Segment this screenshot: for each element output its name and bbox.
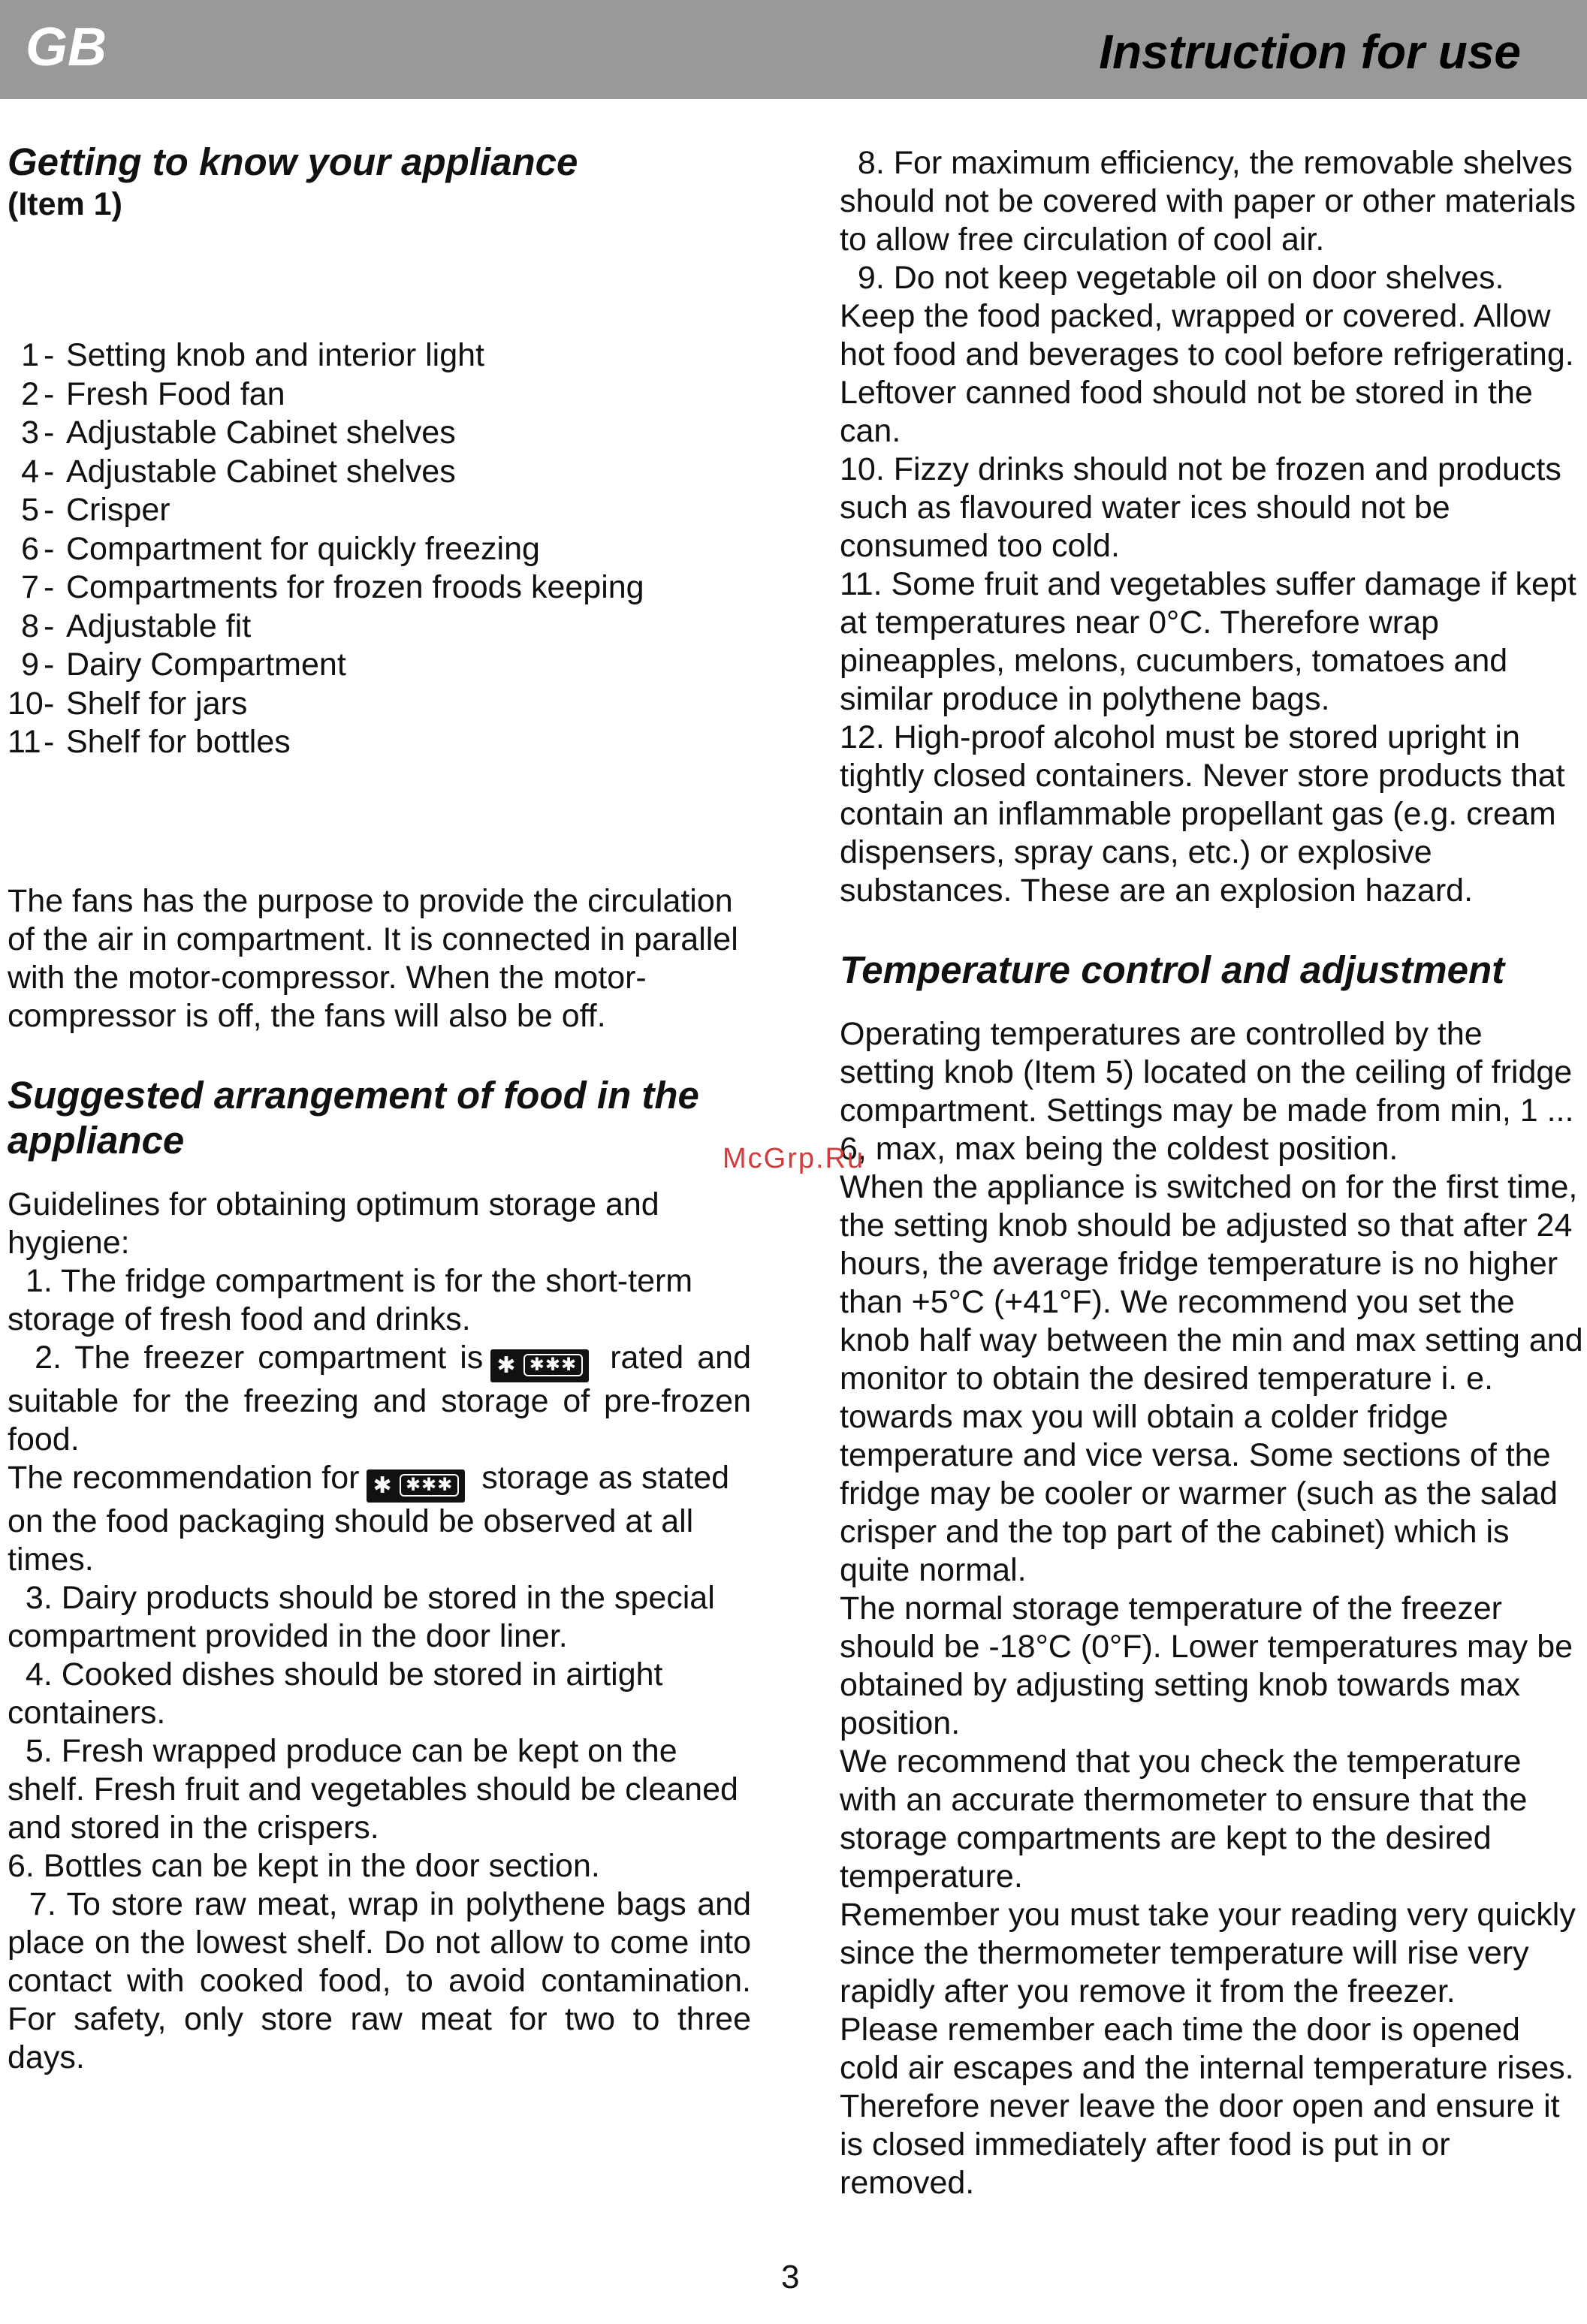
guideline-10: 10. Fizzy drinks should not be frozen and products such as flavoured water ices should not be consumed too cold. [840,451,1561,564]
recommendation-paragraph: The recommendation for ✱ ✱✱✱ storage as stated on the food packaging should be observed at all times. [8,1459,730,1578]
temperature-paragraph-4: We recommend that you check the temperature with an accurate thermometer to ensure that the storage compartments are kept to the desired temperature. [840,1744,1528,1894]
list-item: 6 - Compartment for quickly freezing [21,530,540,567]
guideline-7: 7. To store raw meat, wrap in polythene bags and place on the lowest shelf. Do not allow to come into contact with cooked food, to avoid contamination. For safety, only store raw meat for two to three days. [8,1885,751,2075]
list-item: 10 - Shelf for jars [8,685,248,722]
item-reference: (Item 1) [8,186,122,222]
temperature-paragraph-3: The normal storage temperature of the freezer should be -18°C (0°F). Lower temperatures may be obtained by adjusting setting knob towards max position. [840,1590,1573,1741]
guideline-1: 1. The fridge compartment is for the short-term storage of fresh food and drinks. [8,1262,693,1337]
list-item: 2 - Fresh Food fan [21,375,285,412]
guideline-11: 11. Some fruit and vegetables suffer damage if kept at temperatures near 0°C. Therefore wrap pineapples, melons, cucumbers, tomatoes and similar produce in polythene bags. [840,566,1576,717]
list-item: 11 - Shelf for bottles [8,724,291,760]
guideline-3: 3. Dairy products should be stored in the special compartment provided in the door liner. [8,1579,715,1654]
temperature-paragraph-6: Please remember each time the door is opened cold air escapes and the internal temperature rises. Therefore never leave the door open and ensure it is closed immediately after food is put in or removed. [840,2012,1574,2201]
temperature-paragraph-1: Operating temperatures are controlled by the setting knob (Item 5) located on the ceiling of fridge compartment. Settings may be made from min, 1 ... 6, max, max being the coldest position. [840,1016,1574,1167]
heading-getting-to-know: Getting to know your appliance [8,140,578,183]
watermark: McGrp.Ru [723,1143,865,1174]
list-item: 1 - Setting knob and interior light [21,337,484,373]
parts-list [8,336,751,762]
guideline-4: 4. Cooked dishes should be stored in airtight containers. [8,1656,663,1731]
heading-suggested-arrangement: Suggested arrangement of food in the appliance [8,1073,699,1162]
temperature-paragraph-2: When the appliance is switched on for the first time, the setting knob should be adjusted so that after 24 hours, the average fridge temperature is no higher than +5°C (+41°F). We recommend you set the knob half way between the min and max setting and monitor to obtain the desired temperature i. e. towards max you will obtain a colder fridge temperature and vice versa. Some sections of the fridge may be cooler or warmer (such as the salad crisper and the top part of the cabinet) which is quite normal. [840,1169,1583,1588]
guidelines-intro: Guidelines for obtaining optimum storage and hygiene: [8,1186,659,1261]
fans-paragraph: The fans has the purpose to provide the circulation of the air in compartment. It is connected in parallel with the motor-compressor. When the motor-compressor is off, the fans will also be off. [8,882,738,1034]
temperature-paragraph-5: Remember you must take your reading very quickly since the thermometer temperature will rise very rapidly after you remove it from the freezer. [840,1897,1576,2009]
guideline-5: 5. Fresh wrapped produce can be kept on the shelf. Fresh fruit and vegetables should be cleaned and stored in the crispers. [8,1732,738,1846]
document-title: Instruction for use [1099,25,1521,79]
guideline-8: 8. For maximum efficiency, the removable shelves should not be covered with paper or other materials to allow free circulation of cool air. [840,145,1576,258]
page-header [0,0,1587,99]
list-item: 4 - Adjustable Cabinet shelves [21,453,456,490]
list-item: 7 - Compartments for frozen froods keeping [21,569,644,605]
freezer-star-rating-icon: ✱ ✱✱✱ [490,1349,589,1382]
list-item: 5 - Crisper [21,492,170,528]
guideline-12: 12. High-proof alcohol must be stored upright in tightly closed containers. Never store products that contain an inflammable propellant gas (e.g. cream dispensers, spray cans, etc.) or explosive substances. These are an explosion hazard. [840,719,1565,909]
freezer-star-rating-icon: ✱ ✱✱✱ [367,1469,465,1503]
guideline-2: 2. The freezer compartment is ✱ ✱✱✱ rated and suitable for the freezing and storage of pre-frozen food. [8,1339,751,1457]
right-column [840,144,1583,2202]
language-code: GB [26,17,107,77]
heading-temperature-control: Temperature control and adjustment [840,948,1505,991]
left-column [8,140,751,2077]
page-number: 3 [781,2259,800,2295]
list-item: 9 - Dairy Compartment [21,647,346,683]
guideline-6: 6. Bottles can be kept in the door section. [8,1847,600,1884]
list-item: 3 - Adjustable Cabinet shelves [21,414,456,451]
guideline-9-detail: Keep the food packed, wrapped or covered. Allow hot food and beverages to cool before refrigerating. Leftover canned food should not be stored in the can. [840,298,1574,449]
guideline-9: 9. Do not keep vegetable oil on door shelves. [857,260,1504,296]
list-item: 8 - Adjustable fit [21,607,252,644]
